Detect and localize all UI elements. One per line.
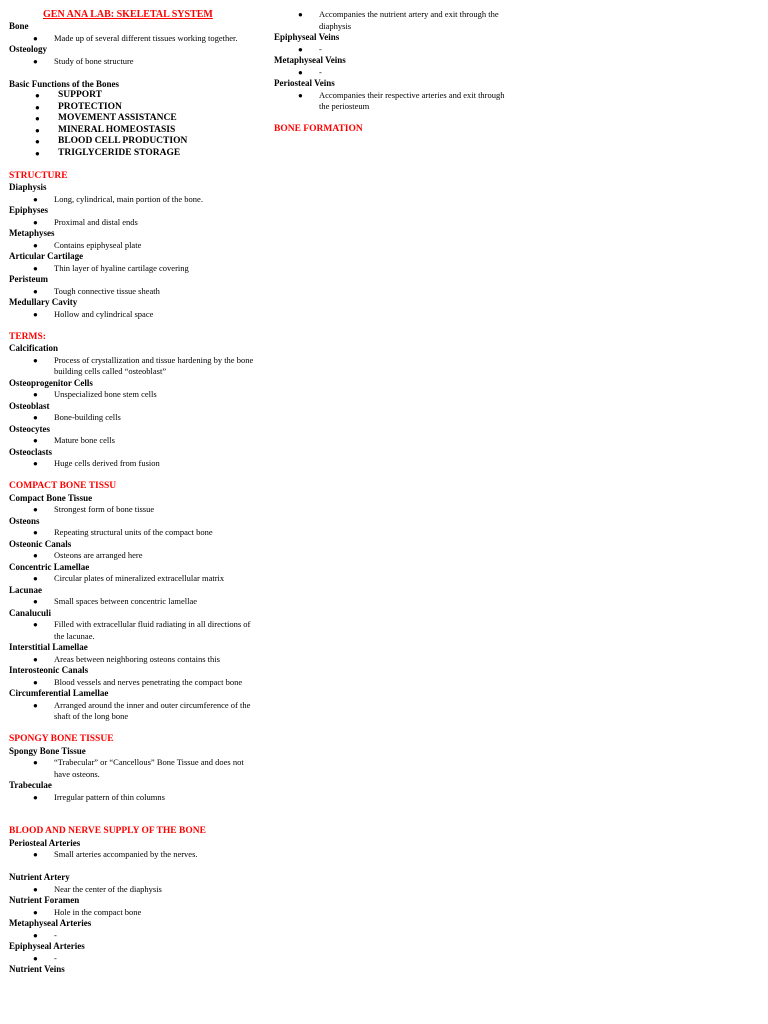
term-heading-periosteal-veins: Periosteal Veins — [274, 78, 335, 88]
bullet-item — [274, 90, 514, 113]
term-heading-osteocytes: Osteocytes — [9, 423, 50, 434]
bullet-icon: ● — [33, 700, 38, 710]
bullet-icon: ● — [35, 148, 40, 158]
bullet-item — [9, 792, 259, 804]
bullet-item — [9, 527, 259, 539]
bullet-item — [274, 9, 514, 32]
bullet-icon: ● — [33, 677, 38, 687]
bullet-text: Contains epiphyseal plate — [54, 239, 142, 250]
term-heading-epiphyseal-arteries: Epiphyseal Arteries — [9, 941, 85, 951]
bullet-text: MOVEMENT ASSISTANCE — [58, 113, 177, 123]
bullet-icon: ● — [33, 574, 38, 583]
bullet-text: TRIGLYCERIDE STORAGE — [58, 147, 181, 158]
spacer — [9, 320, 259, 332]
bullet-item — [9, 907, 259, 919]
bullet-text: - — [54, 929, 57, 940]
bullet-icon: ● — [35, 137, 40, 146]
bullet-icon: ● — [33, 390, 38, 399]
section-heading-terms: TERMS: — [9, 331, 46, 342]
bullet-item — [9, 930, 259, 942]
bullet-item — [9, 217, 259, 229]
bullet-text: Huge cells derived from fusion — [54, 458, 160, 468]
bullet-icon: ● — [33, 309, 38, 319]
spacer — [9, 723, 259, 735]
term-heading-canaluculi: Canaluculi — [9, 607, 52, 618]
term-heading-circumferential-lamellae: Circumferential Lamellae — [9, 688, 109, 698]
bullet-icon: ● — [33, 884, 38, 894]
function-list-item — [9, 90, 259, 102]
term-heading-nutrient-veins: Nutrient Veins — [9, 964, 65, 974]
function-list-item — [9, 113, 259, 125]
function-list-item — [9, 148, 259, 160]
bullet-item — [9, 355, 259, 378]
bullet-icon: ● — [33, 528, 38, 537]
bullet-icon: ● — [298, 44, 303, 54]
bullet-icon: ● — [33, 56, 38, 66]
term-heading-peristeum: Peristeum — [9, 274, 48, 284]
spacer — [274, 113, 514, 125]
bullet-text: Small spaces between concentric lamellae — [54, 596, 198, 606]
section-heading-structure: STRUCTURE — [9, 170, 68, 181]
bullet-item — [274, 67, 514, 79]
bullet-icon: ● — [35, 125, 40, 135]
bullet-text: Strongest form of bone tissue — [54, 504, 155, 514]
bullet-item — [9, 619, 259, 642]
bullet-text: Long, cylindrical, main portion of the bone. — [54, 193, 203, 204]
bullet-icon: ● — [33, 286, 38, 296]
term-heading-lacunae: Lacunae — [9, 584, 43, 595]
bullet-icon: ● — [33, 758, 38, 767]
term-heading-osteoblast: Osteoblast — [9, 400, 50, 411]
bullet-text: - — [319, 43, 322, 54]
bullet-icon: ● — [33, 953, 38, 963]
bullet-text: Bone-building cells — [54, 412, 121, 422]
bullet-text: Arranged around the inner and outer circumference of the shaft of the long bone — [54, 699, 251, 721]
bullet-item — [9, 458, 259, 470]
term-heading-interstitial-lamellae: Interstitial Lamellae — [9, 642, 88, 652]
bullet-icon: ● — [35, 91, 40, 100]
function-list-item — [9, 136, 259, 148]
term-heading-nutrient-artery: Nutrient Artery — [9, 872, 70, 882]
bullet-text: - — [54, 952, 57, 963]
bullet-text: Proximal and distal ends — [54, 216, 138, 227]
bullet-item — [9, 240, 259, 252]
term-heading-epiphyseal-veins: Epiphyseal Veins — [274, 32, 340, 42]
bullet-icon: ● — [298, 10, 303, 19]
spacer — [9, 159, 259, 171]
bullet-text: Hollow and cylindrical space — [54, 308, 154, 319]
bullet-icon: ● — [33, 413, 38, 422]
bullet-text: Blood vessels and nerves penetrating the compact bone — [54, 676, 243, 687]
document-title: GEN ANA LAB: SKELETAL SYSTEM — [43, 9, 213, 20]
bullet-icon: ● — [33, 217, 38, 227]
term-heading-articular-cartilage: Articular Cartilage — [9, 251, 84, 261]
bullet-item — [9, 194, 259, 206]
bullet-item — [9, 263, 259, 275]
bullet-text: “Trabecular” or “Cancellous” Bone Tissue and does not have osteons. — [54, 757, 244, 779]
bullet-text: Near the center of the diaphysis — [54, 883, 162, 894]
spacer — [9, 861, 259, 873]
bullet-text: Study of bone structure — [54, 55, 134, 66]
bullet-icon: ● — [33, 240, 38, 250]
term-heading-osteons: Osteons — [9, 515, 40, 526]
bullet-item — [9, 757, 259, 780]
bullet-icon: ● — [33, 654, 38, 664]
term-heading-osteonic-canals: Osteonic Canals — [9, 538, 72, 549]
bullet-item — [9, 56, 259, 68]
bullet-text: Filled with extracellular fluid radiating in all directions of the lacunae. — [54, 619, 251, 641]
bullet-text: Mature bone cells — [54, 435, 115, 445]
bullet-item — [9, 953, 259, 965]
bullet-text: Small arteries accompanied by the nerves. — [54, 849, 198, 859]
bullet-item — [9, 33, 259, 45]
bullet-icon: ● — [35, 114, 40, 123]
term-heading-epiphyses: Epiphyses — [9, 205, 49, 215]
term-heading-interosteonic-canals: Interosteonic Canals — [9, 665, 89, 675]
bullet-item — [9, 849, 259, 861]
bullet-text: Unspecialized bone stem cells — [54, 389, 157, 399]
bullet-icon: ● — [298, 90, 303, 100]
bullet-icon: ● — [33, 355, 38, 365]
bullet-icon: ● — [33, 930, 38, 940]
term-heading-basic-functions-of-the-bones: Basic Functions of the Bones — [9, 78, 120, 89]
bullet-text: Circular plates of mineralized extracellular matrix — [54, 573, 225, 583]
section-heading-spongy-bone-tissue: SPONGY BONE TISSUE — [9, 734, 114, 744]
bullet-item — [9, 412, 259, 424]
function-list-item — [9, 102, 259, 114]
section-heading-blood-and-nerve-supply-of-the-bone: BLOOD AND NERVE SUPPLY OF THE BONE — [9, 826, 206, 836]
bullet-text: Osteons are arranged here — [54, 550, 143, 560]
bullet-text: Accompanies the nutrient artery and exit through the diaphysis — [319, 9, 499, 31]
term-heading-osteology: Osteology — [9, 44, 47, 54]
bullet-icon: ● — [298, 67, 303, 77]
bullet-text: Accompanies their respective arteries and exit through the periosteum — [319, 89, 505, 111]
bullet-text: Thin layer of hyaline cartilage covering — [54, 262, 189, 273]
section-heading-bone-formation: BONE FORMATION — [274, 124, 363, 134]
bullet-item — [9, 596, 259, 608]
left-column — [9, 9, 259, 976]
term-heading-compact-bone-tissue: Compact Bone Tissue — [9, 492, 93, 503]
bullet-icon: ● — [33, 597, 38, 606]
spacer — [9, 470, 259, 482]
bullet-icon: ● — [33, 194, 38, 204]
spacer — [9, 67, 259, 79]
bullet-item — [9, 700, 259, 723]
term-heading-bone: Bone — [9, 21, 29, 31]
section-heading-compact-bone-tissu: COMPACT BONE TISSU — [9, 481, 117, 491]
bullet-icon: ● — [33, 263, 38, 273]
bullet-item — [274, 44, 514, 56]
spacer — [9, 803, 259, 826]
function-list-item — [9, 125, 259, 137]
bullet-item — [9, 654, 259, 666]
term-heading-metaphyseal-veins: Metaphyseal Veins — [274, 55, 346, 65]
bullet-item — [9, 573, 259, 585]
bullet-text: - — [319, 66, 322, 77]
term-heading-metaphyseal-arteries: Metaphyseal Arteries — [9, 918, 92, 928]
bullet-icon: ● — [33, 850, 38, 859]
bullet-icon: ● — [33, 436, 38, 445]
bullet-text: Repeating structural units of the compact bone — [54, 527, 213, 537]
term-heading-osteoprogenitor-cells: Osteoprogenitor Cells — [9, 377, 93, 388]
term-heading-diaphysis: Diaphysis — [9, 182, 47, 192]
bullet-icon: ● — [33, 792, 38, 802]
term-heading-medullary-cavity: Medullary Cavity — [9, 297, 78, 307]
bullet-icon: ● — [33, 505, 38, 514]
bullet-text: Areas between neighboring osteons contains this — [54, 653, 220, 664]
bullet-item — [9, 389, 259, 401]
bullet-item — [9, 286, 259, 298]
term-heading-nutrient-foramen: Nutrient Foramen — [9, 895, 80, 905]
bullet-item — [9, 504, 259, 516]
bullet-text: Tough connective tissue sheath — [54, 285, 160, 296]
bullet-item — [9, 550, 259, 562]
bullet-item — [9, 309, 259, 321]
term-heading-periosteal-arteries: Periosteal Arteries — [9, 837, 81, 848]
term-heading-trabeculae: Trabeculae — [9, 780, 52, 790]
bullet-text: Process of crystallization and tissue hardening by the bone building cells called “osteoblast” — [54, 354, 254, 376]
bullet-text: Made up of several different tissues working together. — [54, 32, 238, 43]
term-heading-calcification: Calcification — [9, 343, 58, 353]
bullet-icon: ● — [33, 907, 38, 917]
bullet-icon: ● — [33, 620, 38, 629]
term-heading-concentric-lamellae: Concentric Lamellae — [9, 561, 90, 572]
bullet-icon: ● — [33, 551, 38, 560]
bullet-item — [9, 884, 259, 896]
bullet-text: MINERAL HOMEOSTASIS — [58, 124, 176, 135]
bullet-text: Hole in the compact bone — [54, 906, 142, 917]
bullet-text: Irregular pattern of thin columns — [54, 791, 165, 802]
bullet-text: PROTECTION — [58, 101, 122, 112]
bullet-item — [9, 677, 259, 689]
bullet-icon: ● — [33, 33, 38, 43]
right-column — [274, 9, 514, 136]
bullet-item — [9, 435, 259, 447]
term-heading-osteoclasts: Osteoclasts — [9, 446, 52, 457]
bullet-icon: ● — [33, 459, 38, 468]
bullet-icon: ● — [35, 102, 40, 112]
bullet-text: SUPPORT — [58, 90, 103, 100]
term-heading-metaphyses: Metaphyses — [9, 228, 55, 238]
term-heading-spongy-bone-tissue: Spongy Bone Tissue — [9, 745, 86, 756]
bullet-text: BLOOD CELL PRODUCTION — [58, 136, 188, 146]
